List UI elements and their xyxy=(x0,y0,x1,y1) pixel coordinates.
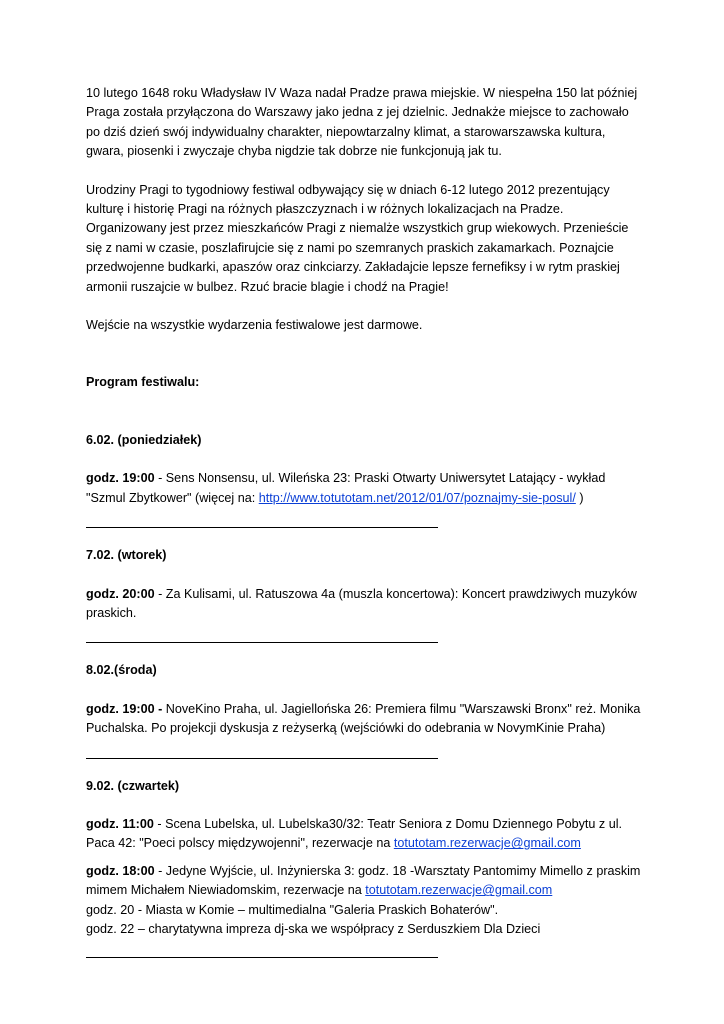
event-description: - Jedyne Wyjście, ul. Inżynierska 3: godz. 18 -Warsztaty Pantomimy Mimello z praskim mimem Michałem Niewiadomskim, rezerwacje na xyxy=(86,863,641,898)
event-time: godz. 19:00 xyxy=(86,471,155,486)
intro-paragraph-2: Urodziny Pragi to tygodniowy festiwal odbywający się w dniach 6-12 lutego 2012 prezentujący kulturę i historię Pragi na różnych płaszczyznach i w różnych lokalizacjach na Pradze. Organizowany jest przez mieszkańców Pragi z niemalże wszystkich grup wiekowych. Przenieście się z nami w czasie, poszlafirujcie się z nami po szemranych praskich zakamarkach. Poznajcie przedwojenne budkarki, apaszów oraz cinkciarzy. Zakładajcie lepsze fernefiksy i w rytm praskiej armonii ruszajcie w bulbez. Rzuć bracie blagie i chodź na Pragie! xyxy=(86,182,629,294)
event-thursday-2000: godz. 20 - Miasta w Komie – multimedialna "Galeria Praskich Bohaterów". xyxy=(86,902,499,917)
spacer xyxy=(86,412,646,431)
event-description: - Scena Lubelska, ul. Lubelska30/32: Teatr Seniora z Domu Dziennego Pobytu z ul. Paca 42: "Poeci polscy międzywojenni", rezerwacje na xyxy=(86,816,623,851)
day-heading-thursday: 9.02. (czwartek) xyxy=(86,778,180,793)
document-page xyxy=(86,84,646,976)
event-wednesday-1900 xyxy=(86,700,646,739)
event-time: godz. 19:00 - xyxy=(86,701,163,716)
intro-paragraph-1: 10 lutego 1648 roku Władysław IV Waza nadał Pradze prawa miejskie. W niespełna 150 lat później Praga została przyłączona do Warszawy jako jedna z jej dzielnic. Jednakże miejsce to zachowało po dziś dzień swój indywidualny charakter, niepowtarzalny klimat, a starowarszawska kultura, gwara, piosenki i zwyczaje chyba nigdzie tak dobrze nie funkcjonują jak tu. xyxy=(86,86,638,159)
spacer xyxy=(86,354,646,373)
event-thursday-1100 xyxy=(86,815,646,854)
event-thursday-2200: godz. 22 – charytatywna impreza dj-ska we współpracy z Serduszkiem Dla Dzieci xyxy=(86,921,541,936)
event-description: - Sens Nonsensu, ul. Wileńska 23: Praski Otwarty Uniwersytet Latający - wykład "Szmul Zbytkower" (więcej na: xyxy=(86,471,606,505)
event-time: godz. 11:00 xyxy=(86,816,154,831)
event-link[interactable]: http://www.totutotam.net/2012/01/07/poznajmy-sie-posul/ xyxy=(258,490,576,505)
event-time: godz. 18:00 xyxy=(86,863,155,878)
intro-paragraph-3: Wejście na wszystkie wydarzenia festiwalowe jest darmowe. xyxy=(86,318,423,333)
event-monday-1900 xyxy=(86,469,646,508)
day-heading-wednesday: 8.02.(środa) xyxy=(86,663,157,678)
section-separator xyxy=(86,642,438,643)
email-link[interactable]: totutotam.rezerwacje@gmail.com xyxy=(393,836,581,851)
event-time: godz. 20:00 xyxy=(86,586,155,601)
event-tuesday-2000 xyxy=(86,585,646,624)
event-description: - Za Kulisami, ul. Ratuszowa 4a (muszla koncertowa): Koncert prawdziwych muzyków praskich. xyxy=(86,586,637,620)
section-separator xyxy=(86,758,438,759)
day-heading-monday: 6.02. (poniedziałek) xyxy=(86,432,202,447)
email-link[interactable]: totutotam.rezerwacje@gmail.com xyxy=(365,883,553,898)
event-thursday-1800 xyxy=(86,862,646,901)
section-separator xyxy=(86,527,438,528)
program-heading: Program festiwalu: xyxy=(86,375,200,390)
day-heading-tuesday: 7.02. (wtorek) xyxy=(86,548,167,563)
event-description: NoveKino Praha, ul. Jagiellońska 26: Premiera filmu "Warszawski Bronx" reż. Monika Puchalska. Po projekcji dyskusja z reżyserką (wejściówki do odebrania w NovymKinie Praha) xyxy=(86,701,641,736)
section-separator xyxy=(86,957,438,958)
event-description-end: ) xyxy=(575,490,584,505)
